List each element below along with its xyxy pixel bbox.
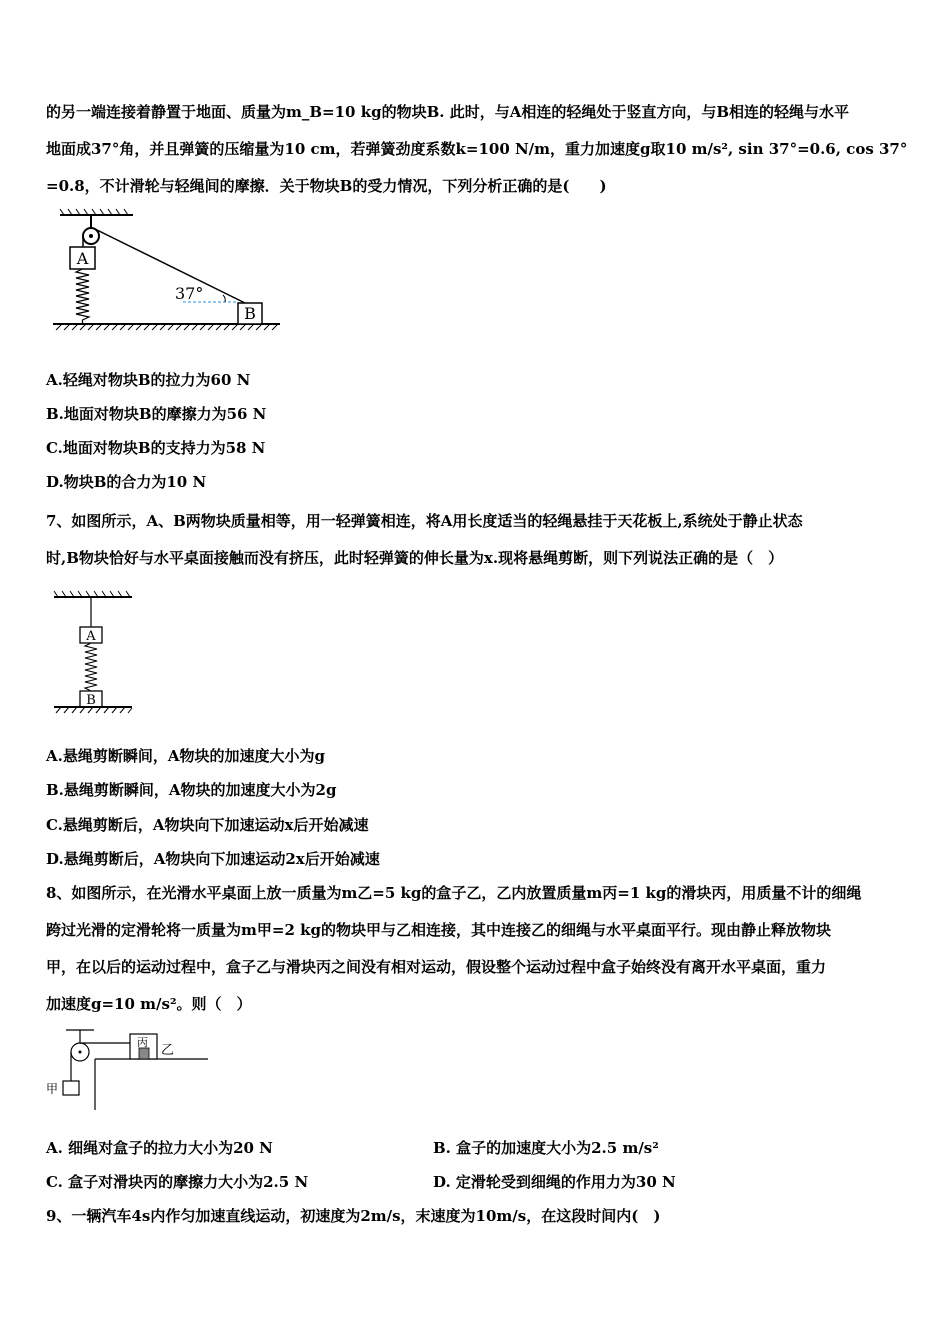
q7-figure: [50, 588, 140, 720]
q8-option-b: B. 盒子的加速度大小为2.5 m/s²: [433, 1139, 659, 1157]
q8-line-1: 8、如图所示，在光滑水平桌面上放一质量为m乙=5 kg的盒子乙，乙内放置质量m丙=1 kg的滑块丙，用质量不计的细绳: [46, 884, 862, 902]
q6-figure: [48, 206, 288, 336]
q6-option-c: C.地面对物块B的支持力为58 N: [46, 439, 266, 457]
q6-label-a: A: [76, 249, 89, 268]
q9-line-1: 9、一辆汽车4s内作匀加速直线运动，初速度为2m/s，末速度为10m/s，在这段时间内( ): [46, 1207, 661, 1225]
q7-option-a: A.悬绳剪断瞬间，A物块的加速度大小为g: [46, 747, 325, 765]
q7-option-c: C.悬绳剪断后，A物块向下加速运动x后开始减速: [46, 816, 369, 834]
q6-line-1: 的另一端连接着静置于地面、质量为m_B=10 kg的物块B. 此时，与A相连的轻绳处于竖直方向，与B相连的轻绳与水平: [46, 103, 850, 121]
q6-option-d: D.物块B的合力为10 N: [46, 473, 207, 491]
q8-label-jia: 甲: [46, 1082, 59, 1096]
q8-option-a: A. 细绳对盒子的拉力大小为20 N: [46, 1139, 273, 1157]
q8-line-3: 甲，在以后的运动过程中，盒子乙与滑块丙之间没有相对运动，假设整个运动过程中盒子始终没有离开水平桌面，重力: [46, 958, 827, 976]
q8-label-bing: 丙: [137, 1036, 148, 1049]
q6-angle-label: 37°: [175, 284, 204, 303]
q6-label-b: B: [244, 304, 256, 323]
q7-line-2: 时,B物块恰好与水平桌面接触而没有挤压，此时轻弹簧的伸长量为x.现将悬绳剪断，则下列说法正确的是（ ）: [46, 549, 784, 567]
q7-option-d: D.悬绳剪断后，A物块向下加速运动2x后开始减速: [46, 850, 380, 868]
q8-line-4: 加速度g=10 m/s²。则（ ）: [46, 995, 252, 1013]
q8-line-2: 跨过光滑的定滑轮将一质量为m甲=2 kg的物块甲与乙相连接，其中连接乙的细绳与水平桌面平行。现由静止释放物块: [46, 921, 831, 939]
q6-option-a: A.轻绳对物块B的拉力为60 N: [46, 371, 251, 389]
q6-line-2: 地面成37°角，并且弹簧的压缩量为10 cm，若弹簧劲度系数k=100 N/m，重力加速度g取10 m/s², sin 37°=0.6, cos 37°: [46, 140, 908, 158]
q7-line-1: 7、如图所示，A、B两物块质量相等，用一轻弹簧相连，将A用长度适当的轻绳悬挂于天花板上,系统处于静止状态: [46, 512, 803, 530]
q8-label-yi: 乙: [161, 1043, 175, 1058]
q7-label-b: B: [86, 693, 96, 708]
q8-figure: [44, 1026, 219, 1118]
q8-option-d: D. 定滑轮受到细绳的作用力为30 N: [433, 1173, 676, 1191]
q6-line-3: =0.8，不计滑轮与轻绳间的摩擦．关于物块B的受力情况，下列分析正确的是( ): [46, 177, 607, 195]
q7-option-b: B.悬绳剪断瞬间，A物块的加速度大小为2g: [46, 781, 337, 799]
q8-option-c: C. 盒子对滑块丙的摩擦力大小为2.5 N: [46, 1173, 309, 1191]
q7-label-a: A: [86, 629, 96, 644]
q6-option-b: B.地面对物块B的摩擦力为56 N: [46, 405, 267, 423]
